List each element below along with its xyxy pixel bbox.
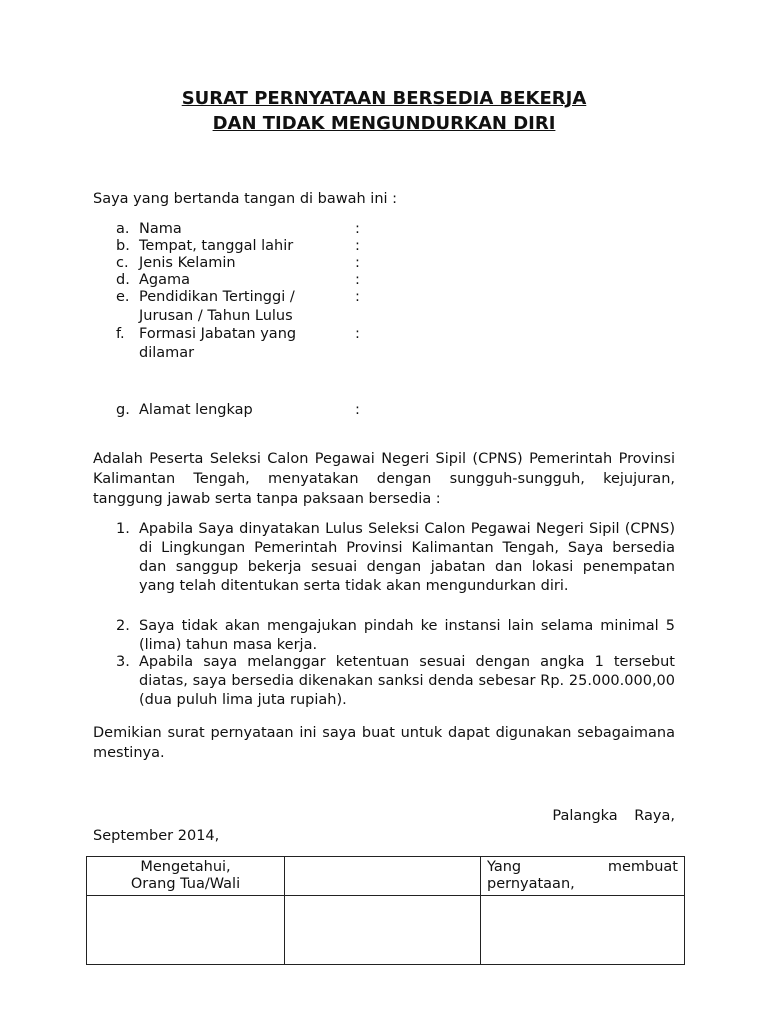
- field-colon: :: [355, 402, 360, 418]
- middle-signature-space: [285, 896, 481, 965]
- field-label: Alamat lengkap: [139, 402, 253, 418]
- signature-space-row: [87, 896, 685, 965]
- field-letter: a.: [116, 221, 130, 237]
- statement-text: Saya tidak akan mengajukan pindah ke instansi lain selama minimal 5 (lima) tahun masa kerja.: [139, 618, 675, 653]
- place-text: Palangka Raya,: [552, 808, 675, 824]
- closing-paragraph: Demikian surat pernyataan ini saya buat untuk dapat digunakan sebagaimana mestinya.: [93, 725, 675, 761]
- field-letter: d.: [116, 272, 130, 288]
- field-letter: f.: [116, 326, 125, 342]
- field-label: Tempat, tanggal lahir: [139, 238, 294, 254]
- maker-line-1: [487, 859, 678, 876]
- intro-text: Saya yang bertanda tangan di bawah ini :: [93, 191, 398, 207]
- statement-number: 1.: [116, 521, 130, 537]
- field-letter: c.: [116, 255, 129, 271]
- field-label: Pendidikan Tertinggi / Jurusan / Tahun Lulus: [139, 289, 295, 324]
- field-label: Jenis Kelamin: [139, 255, 236, 271]
- maker-word-1: Yang: [487, 859, 522, 875]
- maker-signature-space: [481, 896, 685, 965]
- signature-header-row: [87, 857, 685, 896]
- title-line-1: SURAT PERNYATAAN BERSEDIA BEKERJA: [181, 88, 587, 109]
- field-colon: :: [355, 326, 360, 342]
- statement-text: Apabila saya melanggar ketentuan sesuai dengan angka 1 tersebut diatas, saya bersedia dikenakan sanksi denda sebesar Rp. 25.000.000,00 (dua puluh lima juta rupiah).: [139, 654, 675, 708]
- field-letter: e.: [116, 289, 130, 305]
- statement-text: Apabila Saya dinyatakan Lulus Seleksi Calon Pegawai Negeri Sipil (CPNS) di Lingkungan Pemerintah Provinsi Kalimantan Tengah, Saya bersedia dan sanggup bekerja sesuai dengan jabatan dan lokasi penempatan yang telah ditentukan serta tidak akan mengundurkan diri.: [139, 521, 675, 594]
- field-label: Nama: [139, 221, 182, 237]
- field-colon: :: [355, 238, 360, 254]
- maker-cell: [481, 857, 685, 896]
- statement-number: 3.: [116, 654, 130, 670]
- middle-cell: [285, 857, 481, 896]
- field-label: Agama: [139, 272, 191, 288]
- guardian-ack-label: Mengetahui,: [140, 859, 231, 875]
- body-paragraph: Adalah Peserta Seleksi Calon Pegawai Negeri Sipil (CPNS) Pemerintah Provinsi Kalimantan Tengah, menyatakan dengan sungguh-sungguh, kejujuran, tanggung jawab serta tanpa paksaan bersedia :: [93, 451, 675, 507]
- field-colon: :: [355, 272, 360, 288]
- guardian-cell: [87, 857, 285, 896]
- guardian-signature-space: [87, 896, 285, 965]
- field-label: Formasi Jabatan yang dilamar: [139, 326, 297, 361]
- maker-line-2: pernyataan,: [487, 876, 575, 892]
- maker-word-2: membuat: [607, 859, 678, 875]
- field-letter: g.: [116, 402, 130, 418]
- field-colon: :: [355, 289, 360, 305]
- field-colon: :: [355, 221, 360, 237]
- statement-number: 2.: [116, 618, 130, 634]
- guardian-label: Orang Tua/Wali: [130, 876, 241, 892]
- field-letter: b.: [116, 238, 130, 254]
- date-text: September 2014,: [93, 828, 220, 844]
- signature-table: [86, 856, 685, 965]
- field-colon: :: [355, 255, 360, 271]
- title-line-2: DAN TIDAK MENGUNDURKAN DIRI: [212, 113, 556, 134]
